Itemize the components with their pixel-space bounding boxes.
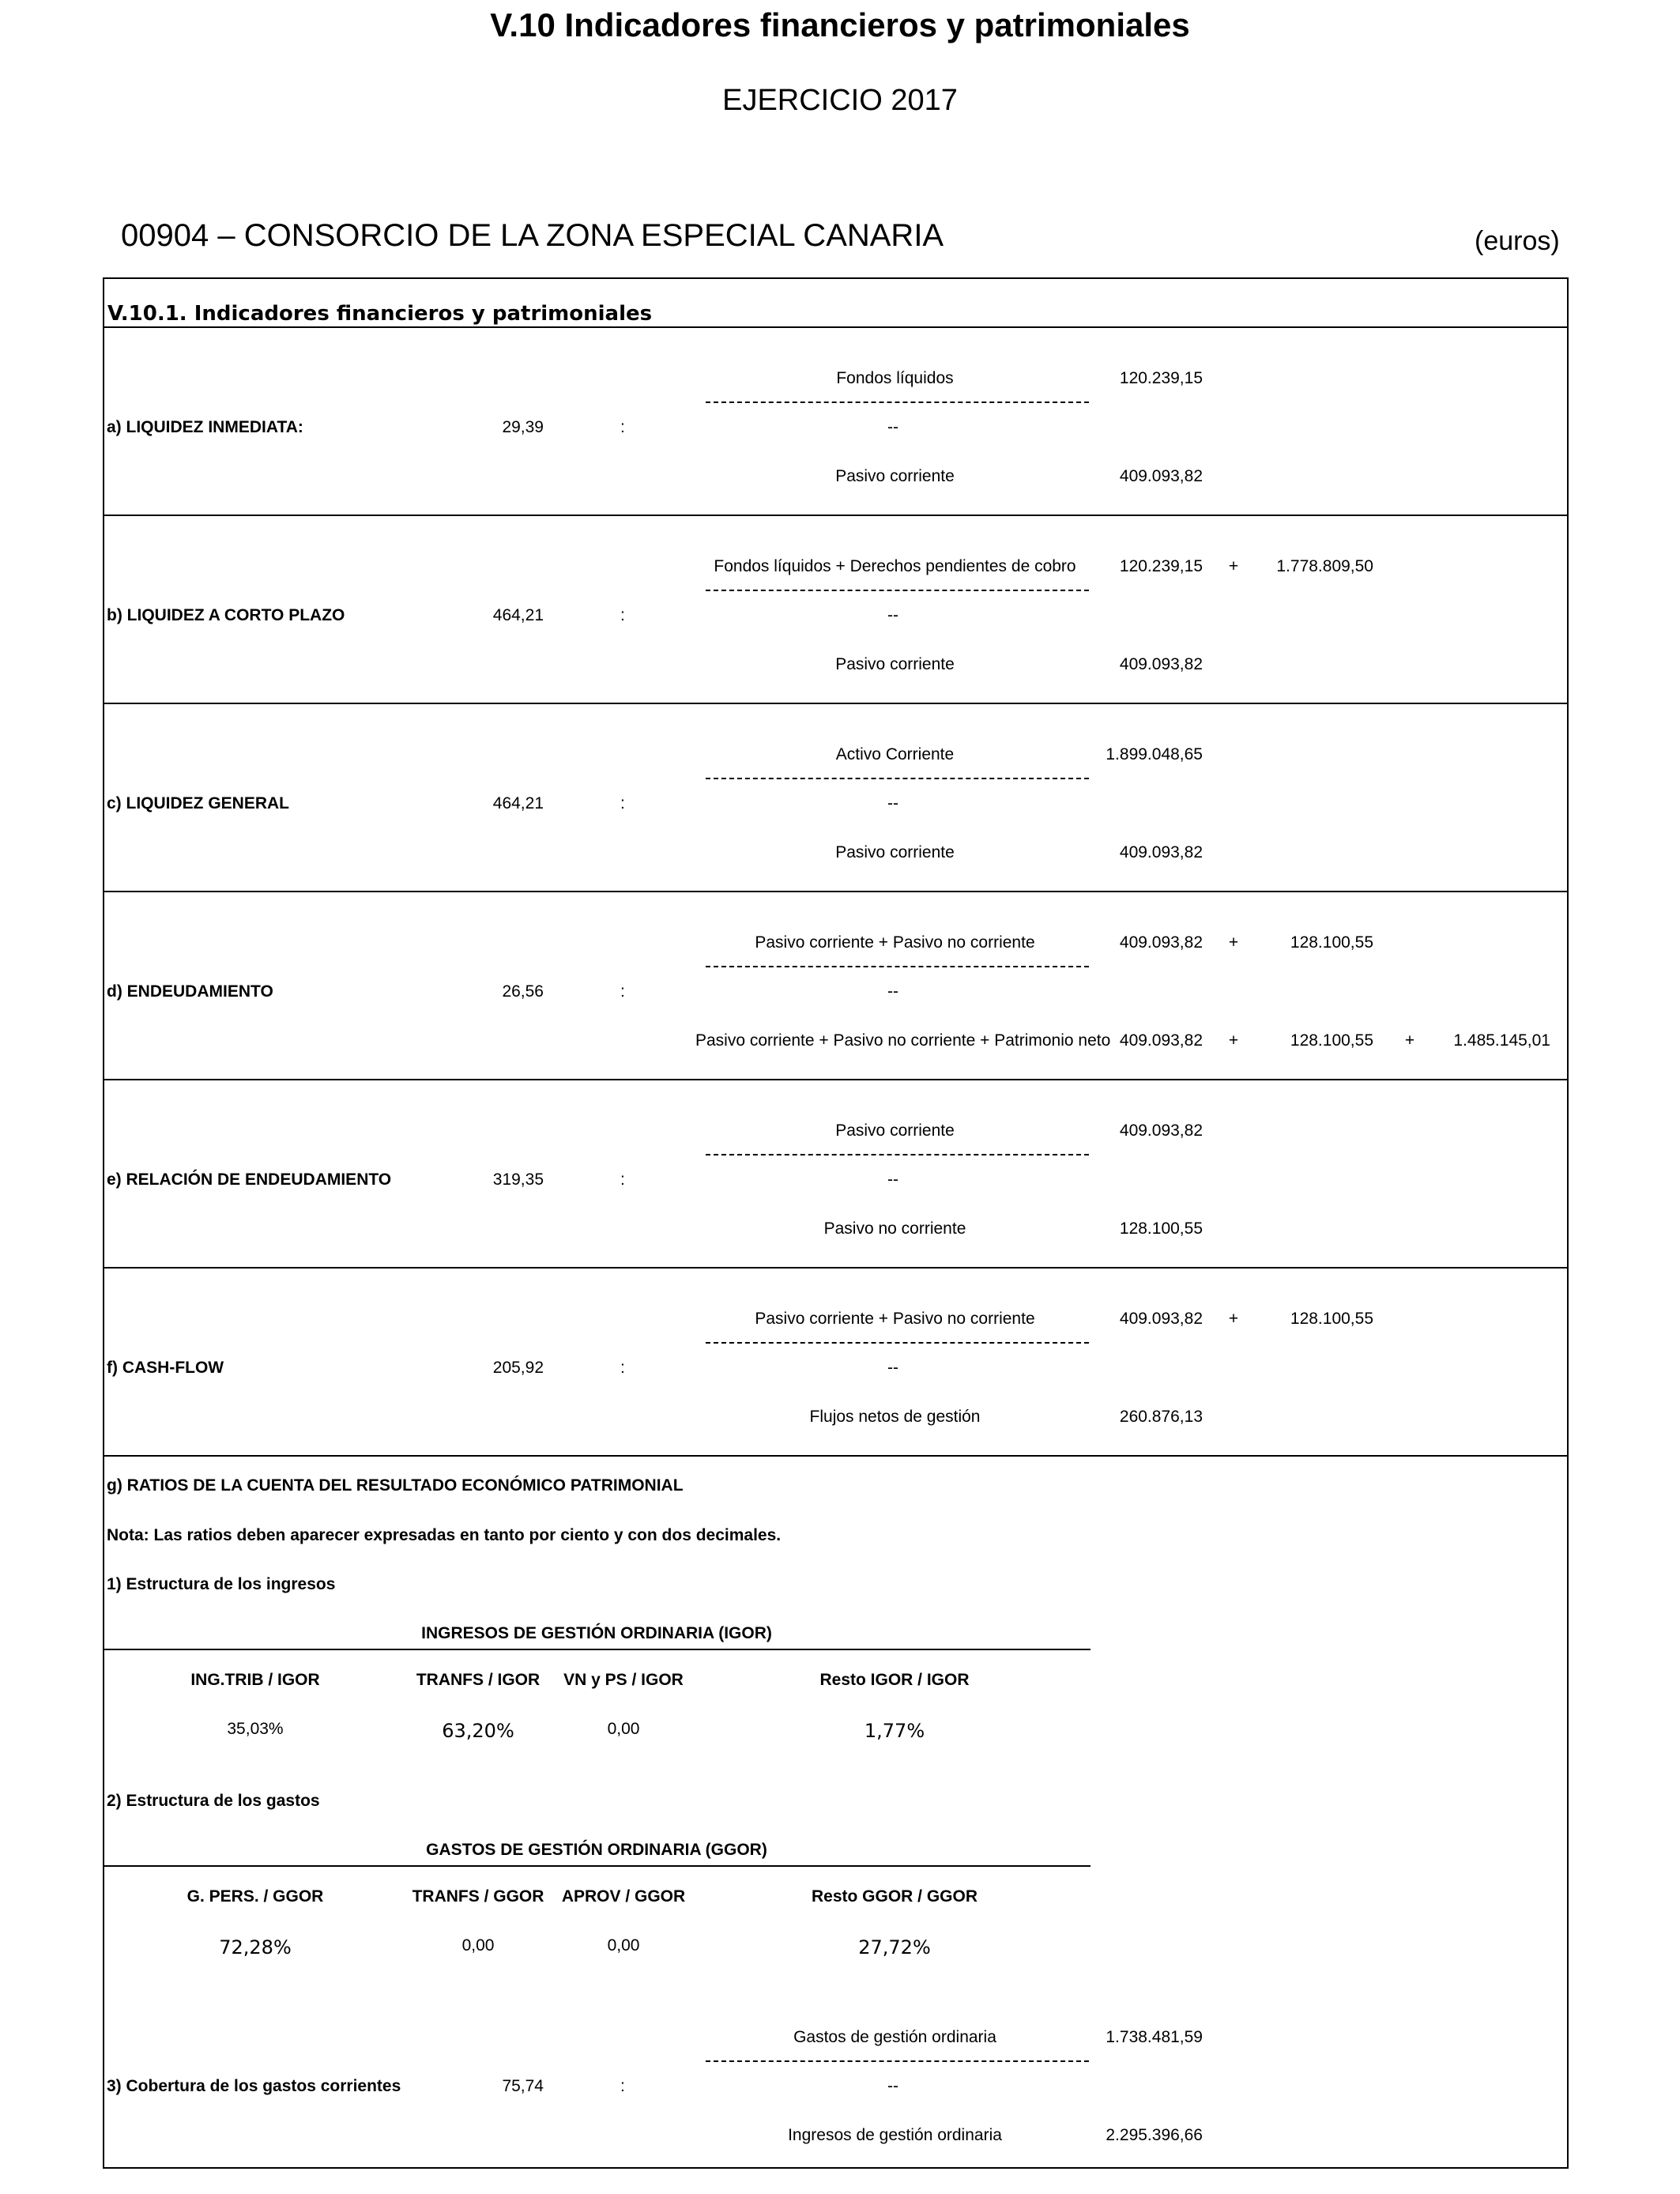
indicator-b-denominator-value: 409.093,82 bbox=[1119, 655, 1203, 673]
section-title: V.10.1. Indicadores financieros y patrimoniales bbox=[107, 302, 653, 326]
ingresos-ratio-value: 1,77% bbox=[864, 1720, 925, 1742]
indicator-f-plus-sign: + bbox=[1228, 1310, 1239, 1328]
indicator-f-denominator-value: 260.876,13 bbox=[1119, 1408, 1203, 1426]
indicator-a-fraction-mark: -- bbox=[887, 418, 898, 436]
gastos-group-title: GASTOS DE GESTIÓN ORDINARIA (GGOR) bbox=[426, 1841, 767, 1859]
indicator-b-fraction-line bbox=[706, 590, 1089, 591]
ingresos-group-rule bbox=[103, 1649, 1090, 1650]
indicator-a-value: 29,39 bbox=[502, 418, 544, 436]
indicator-a-colon: : bbox=[620, 418, 625, 436]
cobertura-colon: : bbox=[620, 2077, 625, 2095]
indicator-d-denominator-value: 128.100,55 bbox=[1290, 1031, 1373, 1050]
ratios-note: Nota: Las ratios deben aparecer expresadas en tanto por ciento y con dos decimales. bbox=[107, 1526, 782, 1544]
indicator-a-denominator-label: Pasivo corriente bbox=[835, 467, 955, 485]
indicator-f-colon: : bbox=[620, 1359, 625, 1377]
indicator-c-fraction-line bbox=[706, 778, 1089, 779]
indicator-c-denominator-label: Pasivo corriente bbox=[835, 843, 955, 861]
indicator-f-numerator-value: 128.100,55 bbox=[1290, 1310, 1373, 1328]
cobertura-fraction-mark: -- bbox=[887, 2077, 898, 2095]
indicator-b-label: b) LIQUIDEZ A CORTO PLAZO bbox=[107, 606, 345, 624]
indicator-e-colon: : bbox=[620, 1171, 625, 1189]
indicator-a-denominator-value: 409.093,82 bbox=[1119, 467, 1203, 485]
indicator-f-numerator-value: 409.093,82 bbox=[1119, 1310, 1203, 1328]
indicator-e-label: e) RELACIÓN DE ENDEUDAMIENTO bbox=[107, 1171, 392, 1189]
indicator-f-value: 205,92 bbox=[492, 1359, 544, 1377]
cobertura-numerator-label: Gastos de gestión ordinaria bbox=[793, 2028, 996, 2046]
indicator-e-numerator-value: 409.093,82 bbox=[1119, 1122, 1203, 1140]
divider bbox=[103, 1079, 1569, 1080]
gastos-ratio-value: 0,00 bbox=[461, 1936, 495, 1955]
indicator-b-denominator-label: Pasivo corriente bbox=[835, 655, 955, 673]
indicator-c-colon: : bbox=[620, 794, 625, 812]
indicator-d-fraction-mark: -- bbox=[887, 982, 898, 1001]
gastos-ratio-value: 72,28% bbox=[219, 1936, 292, 1958]
indicator-a-label: a) LIQUIDEZ INMEDIATA: bbox=[107, 418, 303, 436]
cobertura-label: 3) Cobertura de los gastos corrientes bbox=[107, 2077, 401, 2095]
gastos-column-header: G. PERS. / GGOR bbox=[186, 1887, 324, 1906]
indicator-c-denominator-value: 409.093,82 bbox=[1119, 843, 1203, 861]
gastos-heading: 2) Estructura de los gastos bbox=[107, 1792, 320, 1810]
indicator-d-numerator-value: 128.100,55 bbox=[1290, 933, 1373, 952]
indicator-f-label: f) CASH-FLOW bbox=[107, 1359, 224, 1377]
divider bbox=[103, 891, 1569, 892]
ingresos-ratio-value: 0,00 bbox=[607, 1720, 640, 1738]
gastos-group-rule bbox=[103, 1865, 1090, 1867]
ingresos-heading: 1) Estructura de los ingresos bbox=[107, 1575, 336, 1593]
ingresos-column-header: VN y PS / IGOR bbox=[563, 1671, 684, 1689]
indicator-d-denominator-value: 409.093,82 bbox=[1119, 1031, 1203, 1050]
indicator-f-fraction-mark: -- bbox=[887, 1359, 898, 1377]
indicator-b-numerator-value: 120.239,15 bbox=[1119, 557, 1203, 575]
page-subtitle: EJERCICIO 2017 bbox=[722, 84, 958, 117]
indicator-a-numerator-label: Fondos líquidos bbox=[836, 369, 954, 387]
indicator-e-fraction-mark: -- bbox=[887, 1171, 898, 1189]
indicator-c-numerator-value: 1.899.048,65 bbox=[1106, 745, 1203, 763]
divider bbox=[103, 515, 1569, 516]
gastos-ratio-value: 0,00 bbox=[607, 1936, 640, 1955]
indicator-e-denominator-value: 128.100,55 bbox=[1119, 1220, 1203, 1238]
indicator-e-fraction-line bbox=[706, 1154, 1089, 1155]
indicator-d-plus-sign: + bbox=[1228, 933, 1239, 952]
indicator-c-fraction-mark: -- bbox=[887, 794, 898, 812]
gastos-column-header: APROV / GGOR bbox=[561, 1887, 686, 1906]
indicator-a-fraction-line bbox=[706, 401, 1089, 403]
indicator-d-denominator-value: 1.485.145,01 bbox=[1453, 1031, 1550, 1050]
indicator-b-plus-sign: + bbox=[1228, 557, 1239, 575]
divider bbox=[103, 1267, 1569, 1269]
ingresos-column-header: Resto IGOR / IGOR bbox=[819, 1671, 970, 1689]
ingresos-ratio-value: 35,03% bbox=[227, 1720, 284, 1738]
ingresos-column-header: TRANFS / IGOR bbox=[416, 1671, 541, 1689]
cobertura-numerator-value: 1.738.481,59 bbox=[1106, 2028, 1203, 2046]
indicator-d-plus-sign: + bbox=[1228, 1031, 1239, 1050]
indicator-b-colon: : bbox=[620, 606, 625, 624]
entity-name: 00904 – CONSORCIO DE LA ZONA ESPECIAL CANARIA bbox=[121, 218, 944, 253]
indicator-b-value: 464,21 bbox=[492, 606, 544, 624]
ingresos-group-title: INGRESOS DE GESTIÓN ORDINARIA (IGOR) bbox=[421, 1624, 772, 1642]
indicator-d-label: d) ENDEUDAMIENTO bbox=[107, 982, 273, 1001]
divider bbox=[103, 703, 1569, 704]
divider bbox=[103, 326, 1569, 328]
indicator-d-denominator-label: Pasivo corriente + Pasivo no corriente + Patrimonio neto bbox=[695, 1031, 1111, 1050]
gastos-column-header: Resto GGOR / GGOR bbox=[811, 1887, 978, 1906]
indicator-c-label: c) LIQUIDEZ GENERAL bbox=[107, 794, 290, 812]
indicator-a-numerator-value: 120.239,15 bbox=[1119, 369, 1203, 387]
indicator-f-fraction-line bbox=[706, 1342, 1089, 1344]
indicator-f-numerator-label: Pasivo corriente + Pasivo no corriente bbox=[755, 1310, 1035, 1328]
indicator-e-denominator-label: Pasivo no corriente bbox=[823, 1220, 966, 1238]
gastos-column-header: TRANFS / GGOR bbox=[412, 1887, 544, 1906]
cobertura-denominator-value: 2.295.396,66 bbox=[1106, 2126, 1203, 2144]
ingresos-ratio-value: 63,20% bbox=[442, 1720, 514, 1742]
indicator-f-denominator-label: Flujos netos de gestión bbox=[809, 1408, 981, 1426]
indicator-d-numerator-value: 409.093,82 bbox=[1119, 933, 1203, 952]
indicator-b-numerator-value: 1.778.809,50 bbox=[1276, 557, 1373, 575]
indicator-d-numerator-label: Pasivo corriente + Pasivo no corriente bbox=[755, 933, 1035, 952]
cobertura-value: 75,74 bbox=[502, 2077, 544, 2095]
indicator-d-value: 26,56 bbox=[502, 982, 544, 1001]
indicator-e-numerator-label: Pasivo corriente bbox=[835, 1122, 955, 1140]
cobertura-fraction-line bbox=[706, 2060, 1089, 2062]
gastos-ratio-value: 27,72% bbox=[858, 1936, 931, 1958]
cobertura-denominator-label: Ingresos de gestión ordinaria bbox=[788, 2126, 1002, 2144]
ratios-title: g) RATIOS DE LA CUENTA DEL RESULTADO ECONÓMICO PATRIMONIAL bbox=[107, 1476, 684, 1495]
indicator-b-fraction-mark: -- bbox=[887, 606, 898, 624]
ingresos-column-header: ING.TRIB / IGOR bbox=[190, 1671, 320, 1689]
indicator-e-value: 319,35 bbox=[492, 1171, 544, 1189]
indicator-d-fraction-line bbox=[706, 966, 1089, 967]
indicator-c-numerator-label: Activo Corriente bbox=[835, 745, 955, 763]
indicator-d-colon: : bbox=[620, 982, 625, 1001]
indicator-b-numerator-label: Fondos líquidos + Derechos pendientes de cobro bbox=[714, 557, 1076, 575]
units-label: (euros) bbox=[1475, 226, 1560, 256]
page-title: V.10 Indicadores financieros y patrimoniales bbox=[490, 6, 1190, 43]
divider bbox=[103, 1455, 1569, 1457]
indicator-d-plus-sign: + bbox=[1404, 1031, 1415, 1050]
indicator-c-value: 464,21 bbox=[492, 794, 544, 812]
